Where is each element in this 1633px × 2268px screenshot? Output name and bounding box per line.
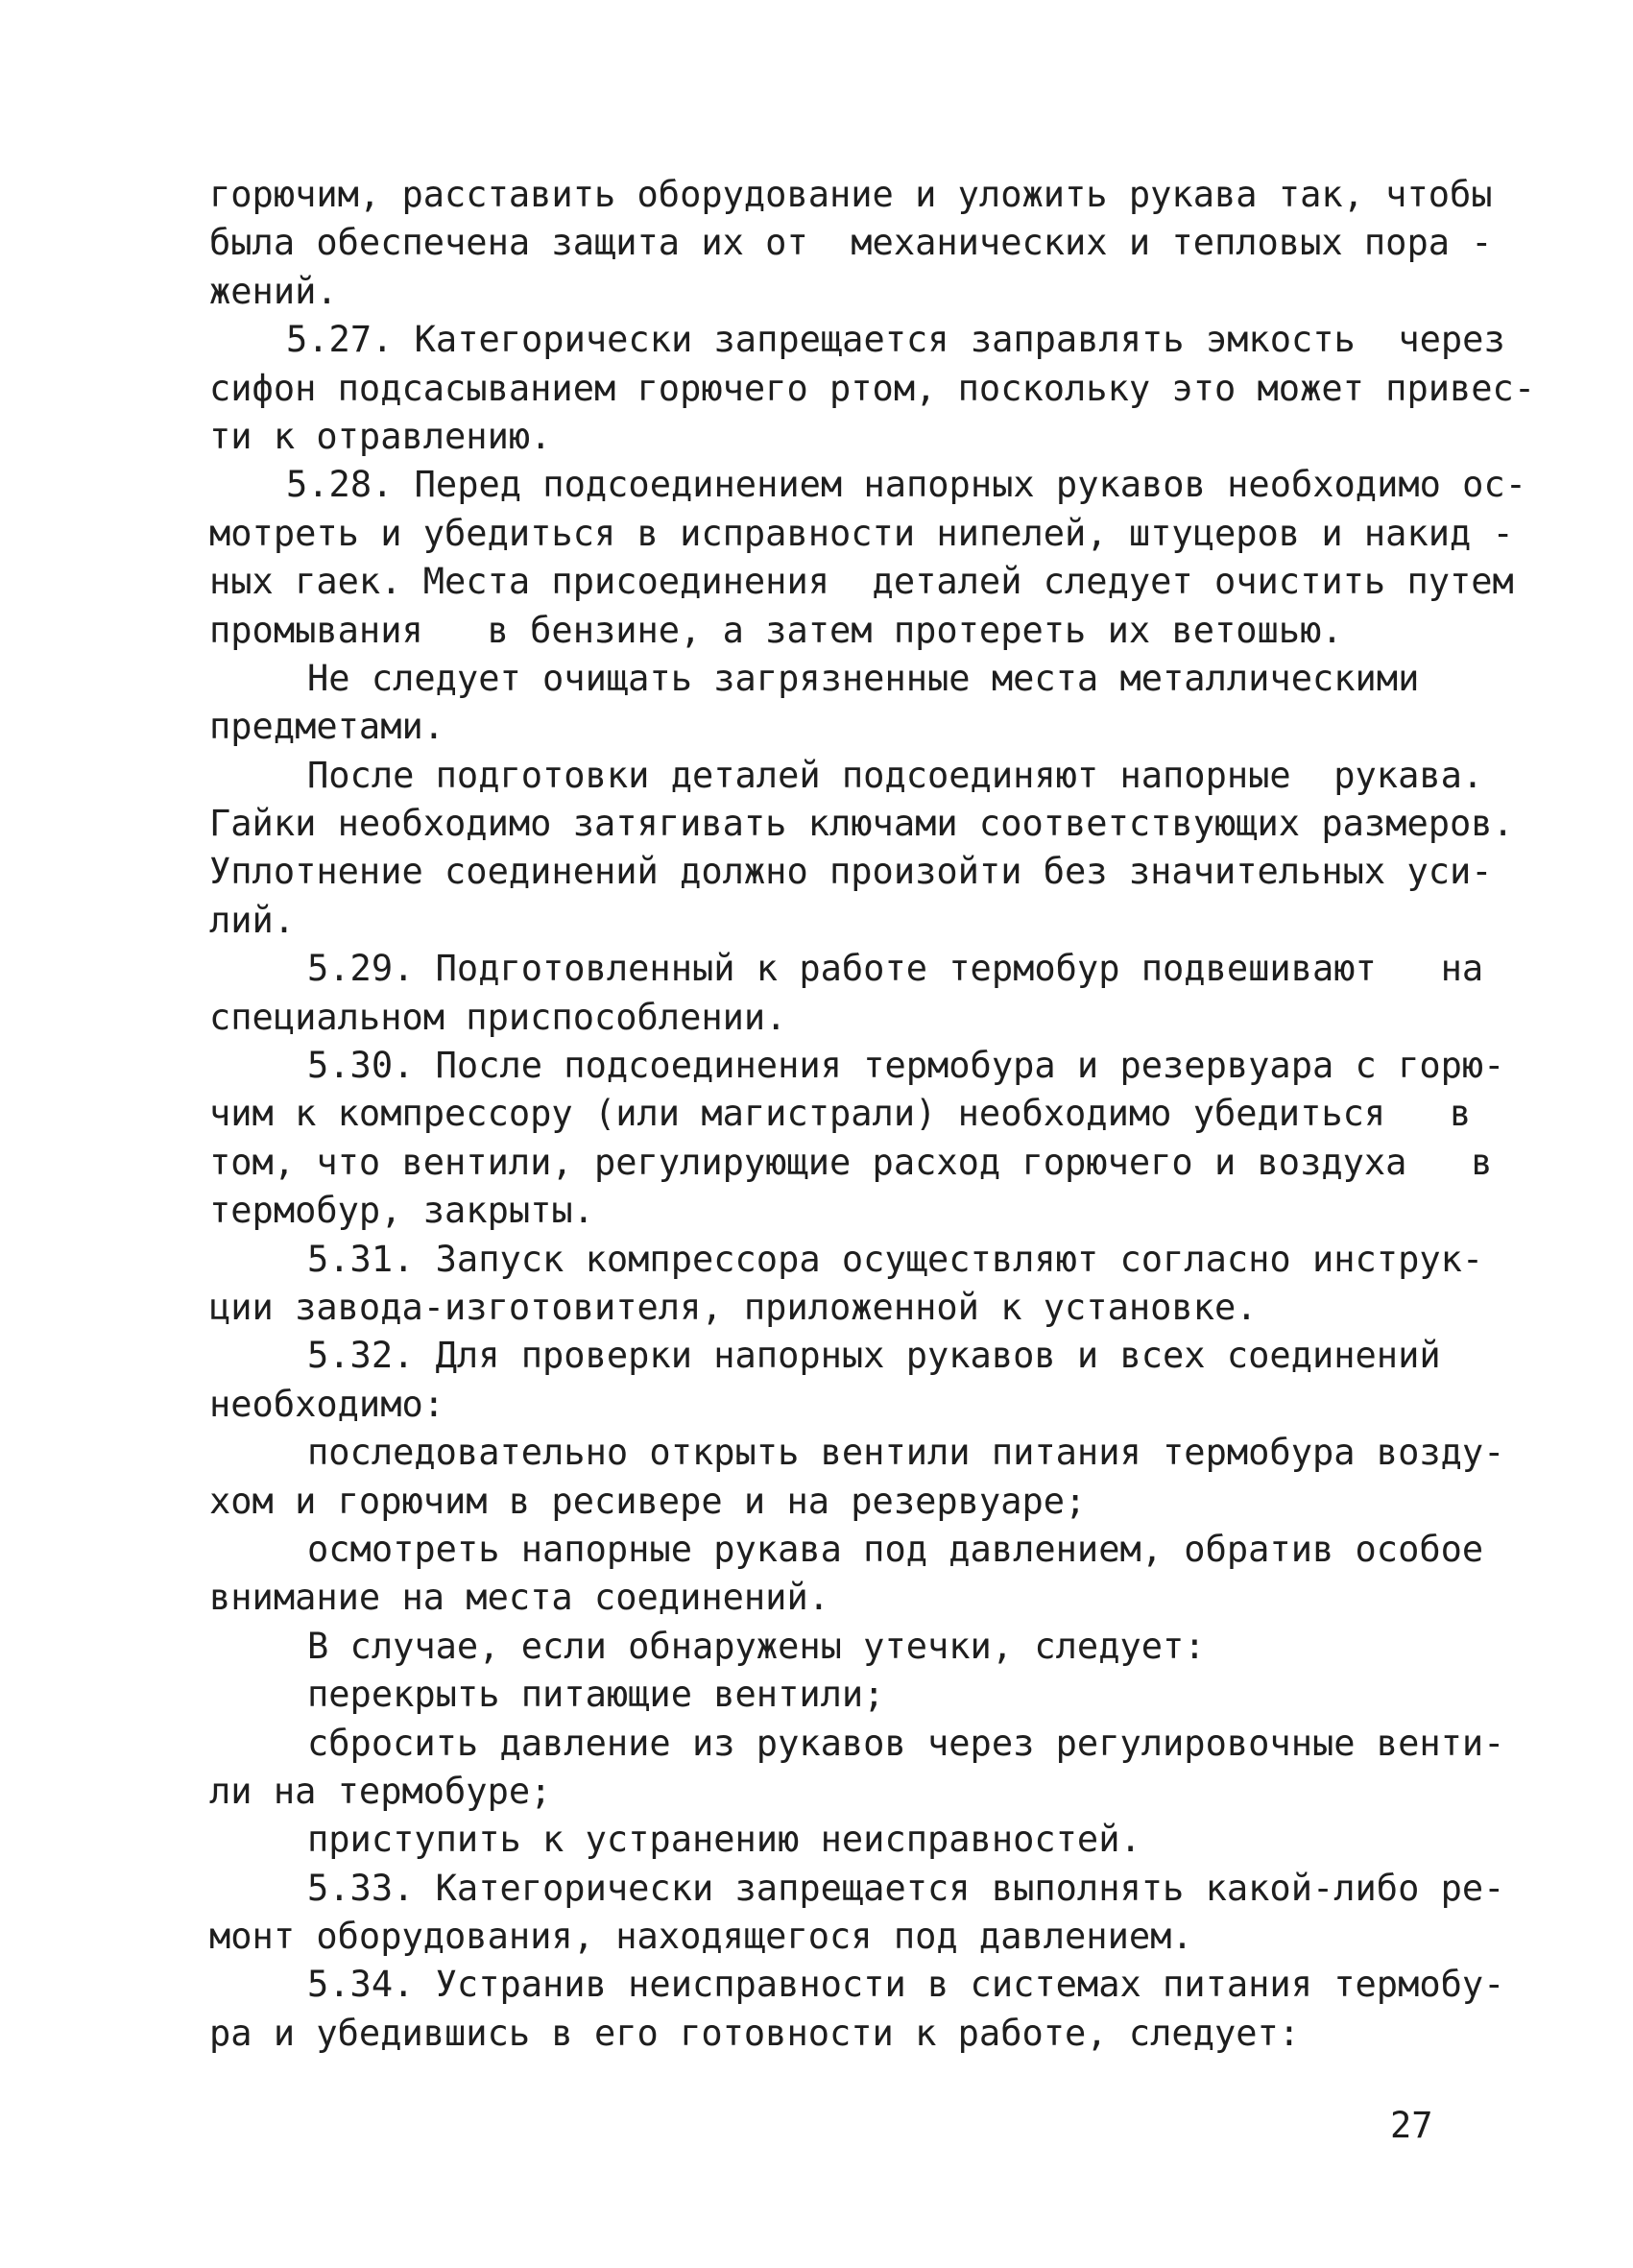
- text-line: жений.: [209, 270, 338, 312]
- text-line: хом и горючим в ресивере и на резервуаре;: [209, 1480, 1087, 1522]
- body-text: [209, 171, 1536, 2058]
- text-line: горючим, расставить оборудование и уложить рукава так, чтобы: [209, 174, 1493, 215]
- list-item: осмотреть напорные рукава под давлением, обратив особое: [307, 1528, 1484, 1570]
- paragraph-start: В случае, если обнаружены утечки, следует:: [307, 1625, 1206, 1667]
- text-line: ных гаек. Места присоединения деталей следует очистить путем: [209, 561, 1514, 603]
- text-line: специальном приспособлении.: [209, 996, 787, 1038]
- text-line: ции завода-изготовителя, приложенной к установке.: [209, 1286, 1258, 1328]
- text-line: внимание на места соединений.: [209, 1577, 830, 1619]
- paragraph-5-28-start: 5.28. Перед подсоединением напорных рукавов необходимо ос-: [286, 464, 1527, 506]
- text-line: чим к компрессору (или магистрали) необходимо убедиться в: [209, 1093, 1472, 1135]
- paragraph-5-32-start: 5.32. Для проверки напорных рукавов и всех соединений: [307, 1335, 1441, 1377]
- text-line: промывания в бензине, а затем протереть их ветошью.: [209, 609, 1343, 651]
- page-number: 27: [1390, 2105, 1433, 2146]
- text-line: ли на термобуре;: [209, 1770, 552, 1812]
- text-line: Гайки необходимо затягивать ключами соответствующих размеров.: [209, 803, 1514, 845]
- text-line: сифон подсасыванием горючего ртом, поскольку это может привес-: [209, 367, 1536, 409]
- paragraph-5-29-start: 5.29. Подготовленный к работе термобур подвешивают на: [307, 948, 1484, 990]
- text-line: необходимо:: [209, 1383, 445, 1425]
- text-line: Уплотнение соединений должно произойти без значительных уси-: [209, 851, 1493, 893]
- text-line: ти к отравлению.: [209, 415, 552, 457]
- paragraph-5-27-start: 5.27. Категорически запрещается заправлять эмкость через: [286, 319, 1505, 361]
- list-item: перекрыть питающие вентили;: [307, 1674, 885, 1716]
- paragraph-start: Не следует очищать загрязненные места металлическими: [307, 657, 1420, 699]
- list-item: сбросить давление из рукавов через регулировочные венти-: [307, 1722, 1505, 1764]
- text-line: лий.: [209, 899, 296, 941]
- paragraph-5-31-start: 5.31. Запуск компрессора осуществляют согласно инструк-: [307, 1238, 1484, 1280]
- text-line: том, что вентили, регулирующие расход горючего и воздуха в: [209, 1141, 1493, 1183]
- text-line: предметами.: [209, 706, 445, 748]
- text-line: ра и убедившись в его готовности к работе, следует:: [209, 2012, 1301, 2054]
- text-line: была обеспечена защита их от механических и тепловых пора -: [209, 222, 1493, 264]
- paragraph-start: После подготовки деталей подсоединяют напорные рукава.: [307, 754, 1484, 796]
- text-line: термобур, закрыты.: [209, 1190, 594, 1232]
- paragraph-5-34-start: 5.34. Устранив неисправности в системах питания термобу-: [307, 1964, 1505, 2006]
- paragraph-5-30-start: 5.30. После подсоединения термобура и резервуара с горю-: [307, 1045, 1505, 1087]
- text-line: мотреть и убедиться в исправности нипелей, штуцеров и накид -: [209, 512, 1514, 554]
- list-item: приступить к устранению неисправностей.: [307, 1819, 1141, 1861]
- paragraph-5-33-start: 5.33. Категорически запрещается выполнять какой-либо ре-: [307, 1867, 1505, 1909]
- list-item: последовательно открыть вентили питания термобура возду-: [307, 1432, 1505, 1474]
- text-line: монт оборудования, находящегося под давлением.: [209, 1916, 1193, 1958]
